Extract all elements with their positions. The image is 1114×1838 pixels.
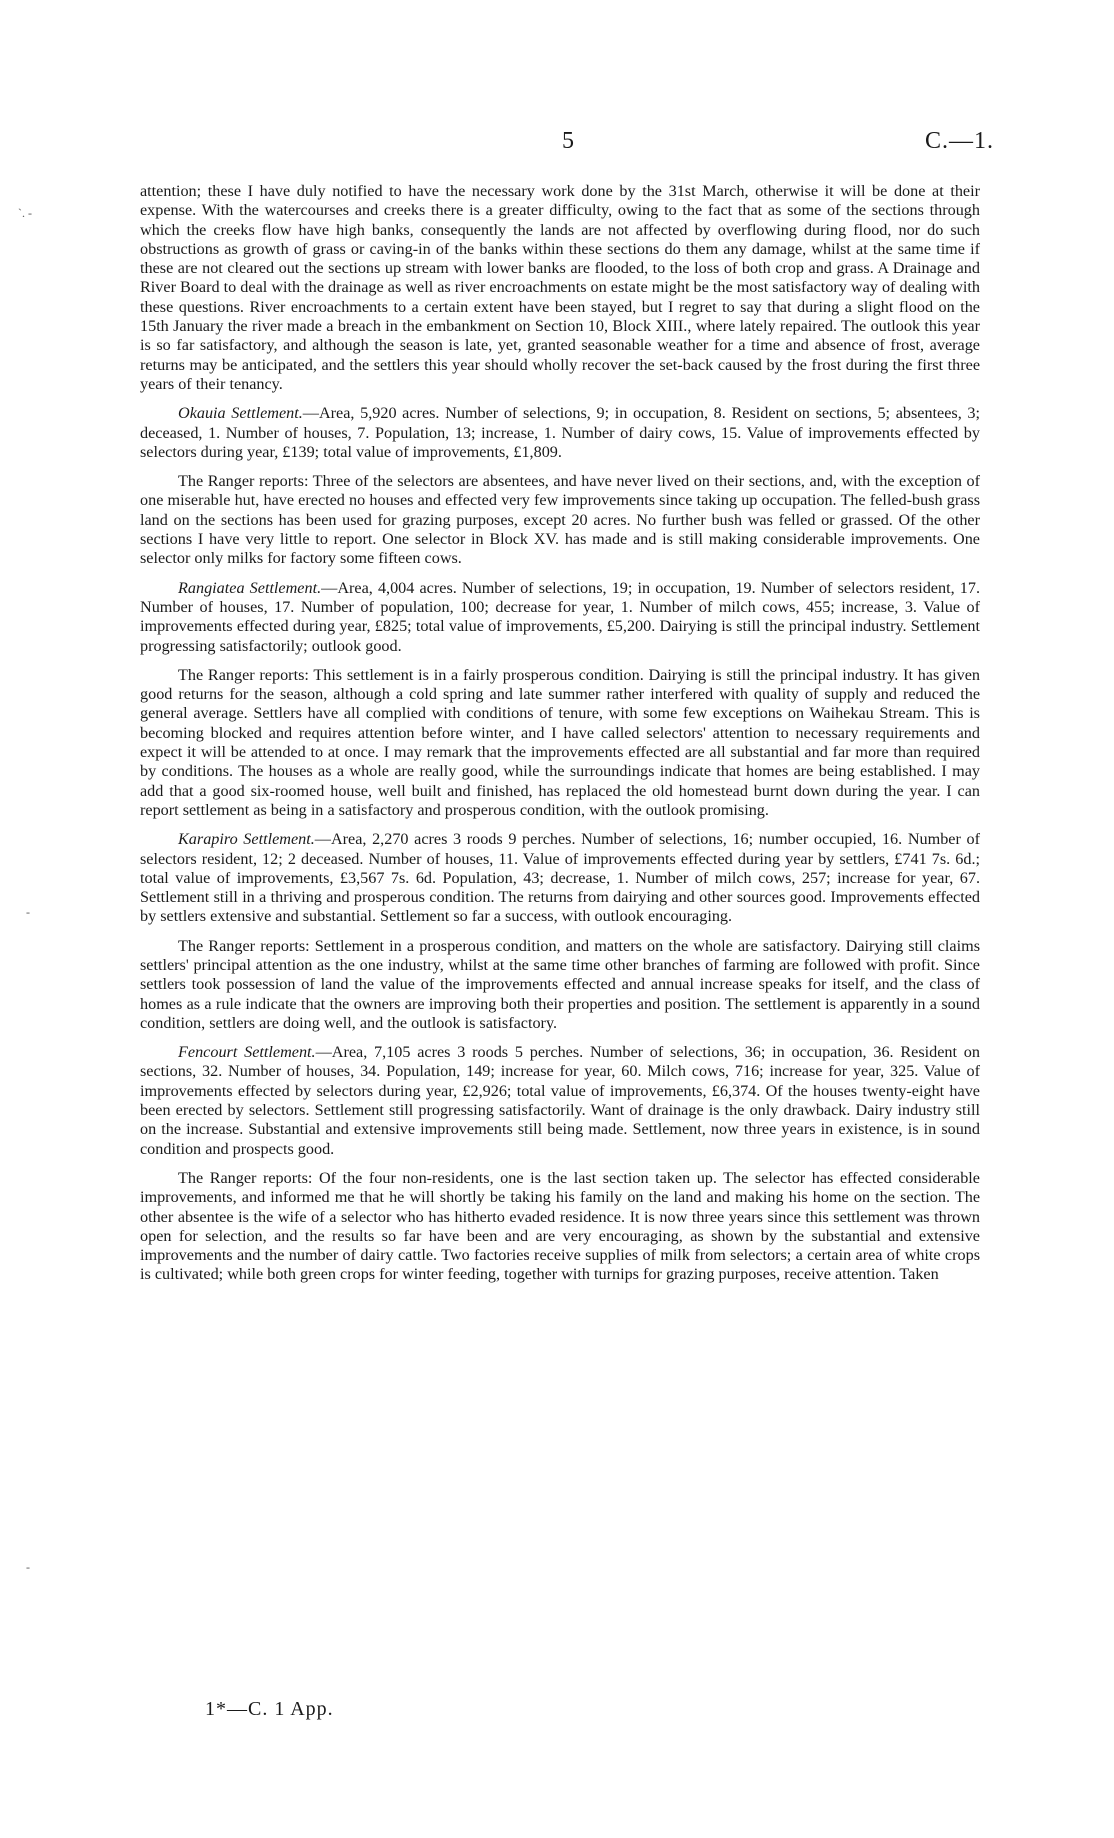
settlement-paragraph-karapiro [140,830,980,926]
settlement-details: —Area, 2,270 acres 3 roods 9 perches. Number of selections, 16; number occupied, 16. Number of selectors resident, 12; 2 deceased. Number of houses, 11. Value of improvements effected during year by settlers, £741 7s. 6d.; total value of improvements, £3,567 7s. 6d. Population, 43; decrease, 1. Number of milch cows, 257; increase for year, 67. Settlement still in a thriving and prosperous condition. The returns from dairying and other sources good. Improvements effected by settlers extensive and substantial. Settlement so far a success, with outlook encouraging. [140,830,980,926]
settlement-details: —Area, 7,105 acres 3 roods 5 perches. Number of selections, 36; in occupation, 36. Resident on sections, 32. Number of houses, 34. Population, 149; increase for year, 60. Milch cows, 716; increase for year, 325. Value of improvements effected by selectors during year, £2,926; total value of improvements, £6,374. Of the houses twenty-eight have been erected by selectors. Settlement still progressing satisfactorily. Want of drainage is the only drawback. Dairy industry still on the increase. Substantial and extensive improvements still being made. Settlement, now three years in existence, is in sound condition and prospects good. [140,1043,980,1158]
ranger-report-paragraph: The Ranger reports: Three of the selectors are absentees, and have never lived on their sections, and, with the exception of one miserable hut, have erected no houses and effected very few improvements since taking up occupation. The felled-bush grass land on the sections has been used for grazing purposes, except 20 acres. No further bush was felled or grassed. Of the other sections I have very little to report. One selector in Block XV. has made and is still making considerable improvements. One selector only milks for factory some fifteen cows. [140,472,980,568]
page-number: 5 [562,128,574,154]
settlement-title: Fencourt Settlement. [178,1043,316,1062]
margin-mark: `. - [18,206,32,220]
margin-mark: - [26,1560,30,1574]
ranger-report-paragraph: The Ranger reports: This settlement is in a fairly prosperous condition. Dairying is still the principal industry. It has given good returns for the season, although a cold spring and late summer rather interfered with quality of supply and reduced the general average. Settlers have all complied with conditions of tenure, with some few exceptions on Waihekau Stream. This is becoming blocked and requires attention before winter, and I have called selectors' attention to necessary requirements and expect it will be attended to at once. I may remark that the improvements effected are all substantial and far more than required by conditions. The houses as a whole are really good, while the surroundings indicate that homes are being established. I may add that a good six-roomed house, well built and finished, has replaced the old homestead burnt down during the year. I can report settlement as being in a satisfactory and prosperous condition, with the outlook promising. [140,665,980,819]
report-body [140,182,980,1295]
settlement-paragraph-rangiatea [140,579,980,656]
ranger-report-paragraph: The Ranger reports: Of the four non-residents, one is the last section taken up. The selector has effected considerable improvements, and informed me that he will shortly be taking his family on the land and making his home on the section. The other absentee is the wife of a selector who has hitherto evaded residence. It is now three years since this settlement was thrown open for selection, and the results so far have been and are very encouraging, as shown by the substantial and extensive improvements and the number of dairy cattle. Two factories receive supplies of milk from selectors; a certain area of white crops is cultivated; while both green crops for winter feeding, together with turnips for grazing purposes, receive attention. Taken [140,1168,980,1284]
settlement-title: Okauia Settlement. [178,404,303,423]
document-reference: C.—1. [924,128,994,154]
margin-mark: - [26,905,30,919]
settlement-details: —Area, 5,920 acres. Number of selections, 9; in occupation, 8. Resident on sections, 5; absentees, 3; deceased, 1. Number of houses, 7. Population, 13; increase, 1. Number of dairy cows, 15. Value of improvements effected by selectors during year, £139; total value of improvements, £1,809. [140,404,981,461]
settlement-title: Karapiro Settlement. [178,830,315,849]
settlement-title: Rangiatea Settlement. [178,578,322,597]
ranger-report-paragraph: The Ranger reports: Settlement in a prosperous condition, and matters on the whole are satisfactory. Dairying still claims settlers' principal attention as the one industry, whilst at the same time other branches of farming are followed with profit. Since settlers took possession of land the value of the improvements effected and annual increase speaks for itself, and the class of homes as a rule indicate that the owners are improving both their properties and position. The settlement is apparently in a sound condition, settlers are doing well, and the outlook is satisfactory. [140,936,980,1032]
settlement-paragraph-okauia [140,404,980,462]
paragraph: attention; these I have duly notified to have the necessary work done by the 31st March, otherwise it will be done at their expense. With the watercourses and creeks there is a greater difficulty, owing to the fact that as some of the sections through which the creeks flow have high banks, consequently the lands are not affected by overflowing during flood, nor do such obstructions as growth of grass or caving-in of the banks within these sections do them any damage, whilst at the same time if these are not cleared out the sections up stream with lower banks are flooded, to the loss of both crop and grass. A Drainage and River Board to deal with the drainage as well as river encroachments on estate might be the most satisfactory way of dealing with these questions. River encroachments to a certain extent have been stayed, but I regret to say that during a slight flood on the 15th January the river made a breach in the embankment on Section 10, Block XIII., where lately repaired. The outlook this year is so far satisfactory, and although the season is late, yet, granted seasonable weather for a time and absence of frost, average returns may be anticipated, and the settlers this year should wholly recover the set-back caused by the frost during the first three years of their tenancy. [140,182,980,393]
settlement-paragraph-fencourt [140,1043,980,1159]
footer-signature: 1*—C. 1 App. [205,1698,334,1720]
settlement-details: —Area, 4,004 acres. Number of selections, 19; in occupation, 19. Number of selectors resident, 17. Number of houses, 17. Number of population, 100; decrease for year, 1. Number of milch cows, 455; increase, 3. Value of improvements effected during year, £825; total value of improvements, £5,200. Dairying is still the principal industry. Settlement progressing satisfactorily; outlook good. [140,578,980,655]
